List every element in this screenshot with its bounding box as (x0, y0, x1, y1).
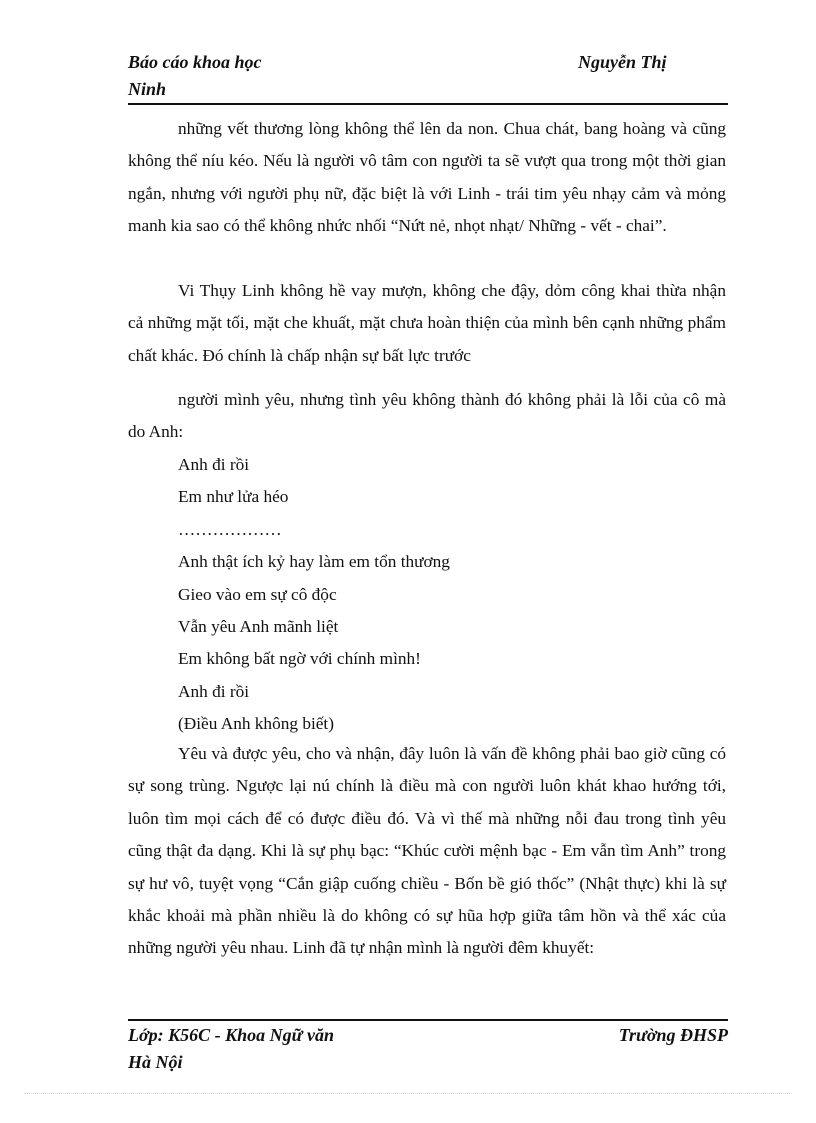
header-author: Nguyễn Thị (578, 52, 667, 72)
page-footer (128, 1022, 728, 1078)
poem-line: Em không bất ngờ với chính mình! (178, 649, 421, 669)
poem-line: Anh thật ích kỷ hay làm em tổn thương (178, 552, 450, 572)
poem-line: Gieo vào em sự cô độc (178, 584, 337, 604)
header-title: Báo cáo khoa học (128, 52, 262, 72)
poem-line: ……………… (178, 519, 282, 539)
poem-line: (Điều Anh không biết) (178, 714, 334, 734)
paragraph-4: Yêu và được yêu, cho và nhận, đây luôn là vấn đề không phải bao giờ cũng có sự song trùng. Ngược lại nú chính là điều mà con người luôn khát khao hướng tới, luôn tìm mọi cách để có được điều đó. Và vì thế mà những nỗi đau trong tình yêu cũng thật đa dạng. Khi là sự phụ bạc: “Khúc cười mệnh bạc - Em vẫn tìm Anh” trong sự hư vô, tuyệt vọng “Cắn giập cuống chiều - Bốn bề gió thốc” (Nhật thực) khi là sự khắc khoải mà phần nhiều là do không có sự hũa hợp giữa tâm hồn và thể xác của những người yêu nhau. Linh đã tự nhận mình là người đêm khuyết: (128, 744, 726, 958)
header-divider (128, 103, 728, 105)
paragraph-3: người mình yêu, nhưng tình yêu không thành đó không phải là lỗi của cô mà do Anh: (128, 390, 726, 442)
poem-line: Anh đi rồi (178, 681, 250, 701)
poem-excerpt (178, 449, 450, 741)
paragraph-2: Vi Thụy Linh không hề vay mượn, không che đậy, dỏm công khai thừa nhận cả những mặt tối, mặt che khuất, mặt chưa hoàn thiện của mình bên cạnh những phẩm chất khác. Đó chính là chấp nhận sự bất lực trước (128, 281, 726, 365)
page-edge (24, 1093, 792, 1094)
footer-divider (128, 1019, 728, 1021)
footer-school: Trường ĐHSP (618, 1025, 728, 1045)
footer-city: Hà Nội (128, 1052, 183, 1072)
poem-line: Anh đi rồi (178, 455, 250, 474)
page-header (128, 49, 728, 105)
paragraph-1: những vết thương lòng không thể lên da non. Chua chát, bang hoàng và cũng không thể níu kéo. Nếu là người vô tâm con người ta sẽ vượt qua trong một thời gian ngắn, nhưng với người phụ nữ, đặc biệt là với Linh - trái tim yêu nhạy cảm và mỏng manh kia sao có thể không nhức nhối “Nứt nẻ, nhọt nhạt/ Những - vết - chai”. (128, 119, 726, 236)
poem-line: Vẫn yêu Anh mãnh liệt (178, 617, 339, 637)
poem-line: Em như lửa héo (178, 487, 289, 507)
footer-class: Lớp: K56C - Khoa Ngữ văn (128, 1025, 334, 1045)
header-title-continued: Ninh (128, 79, 167, 99)
